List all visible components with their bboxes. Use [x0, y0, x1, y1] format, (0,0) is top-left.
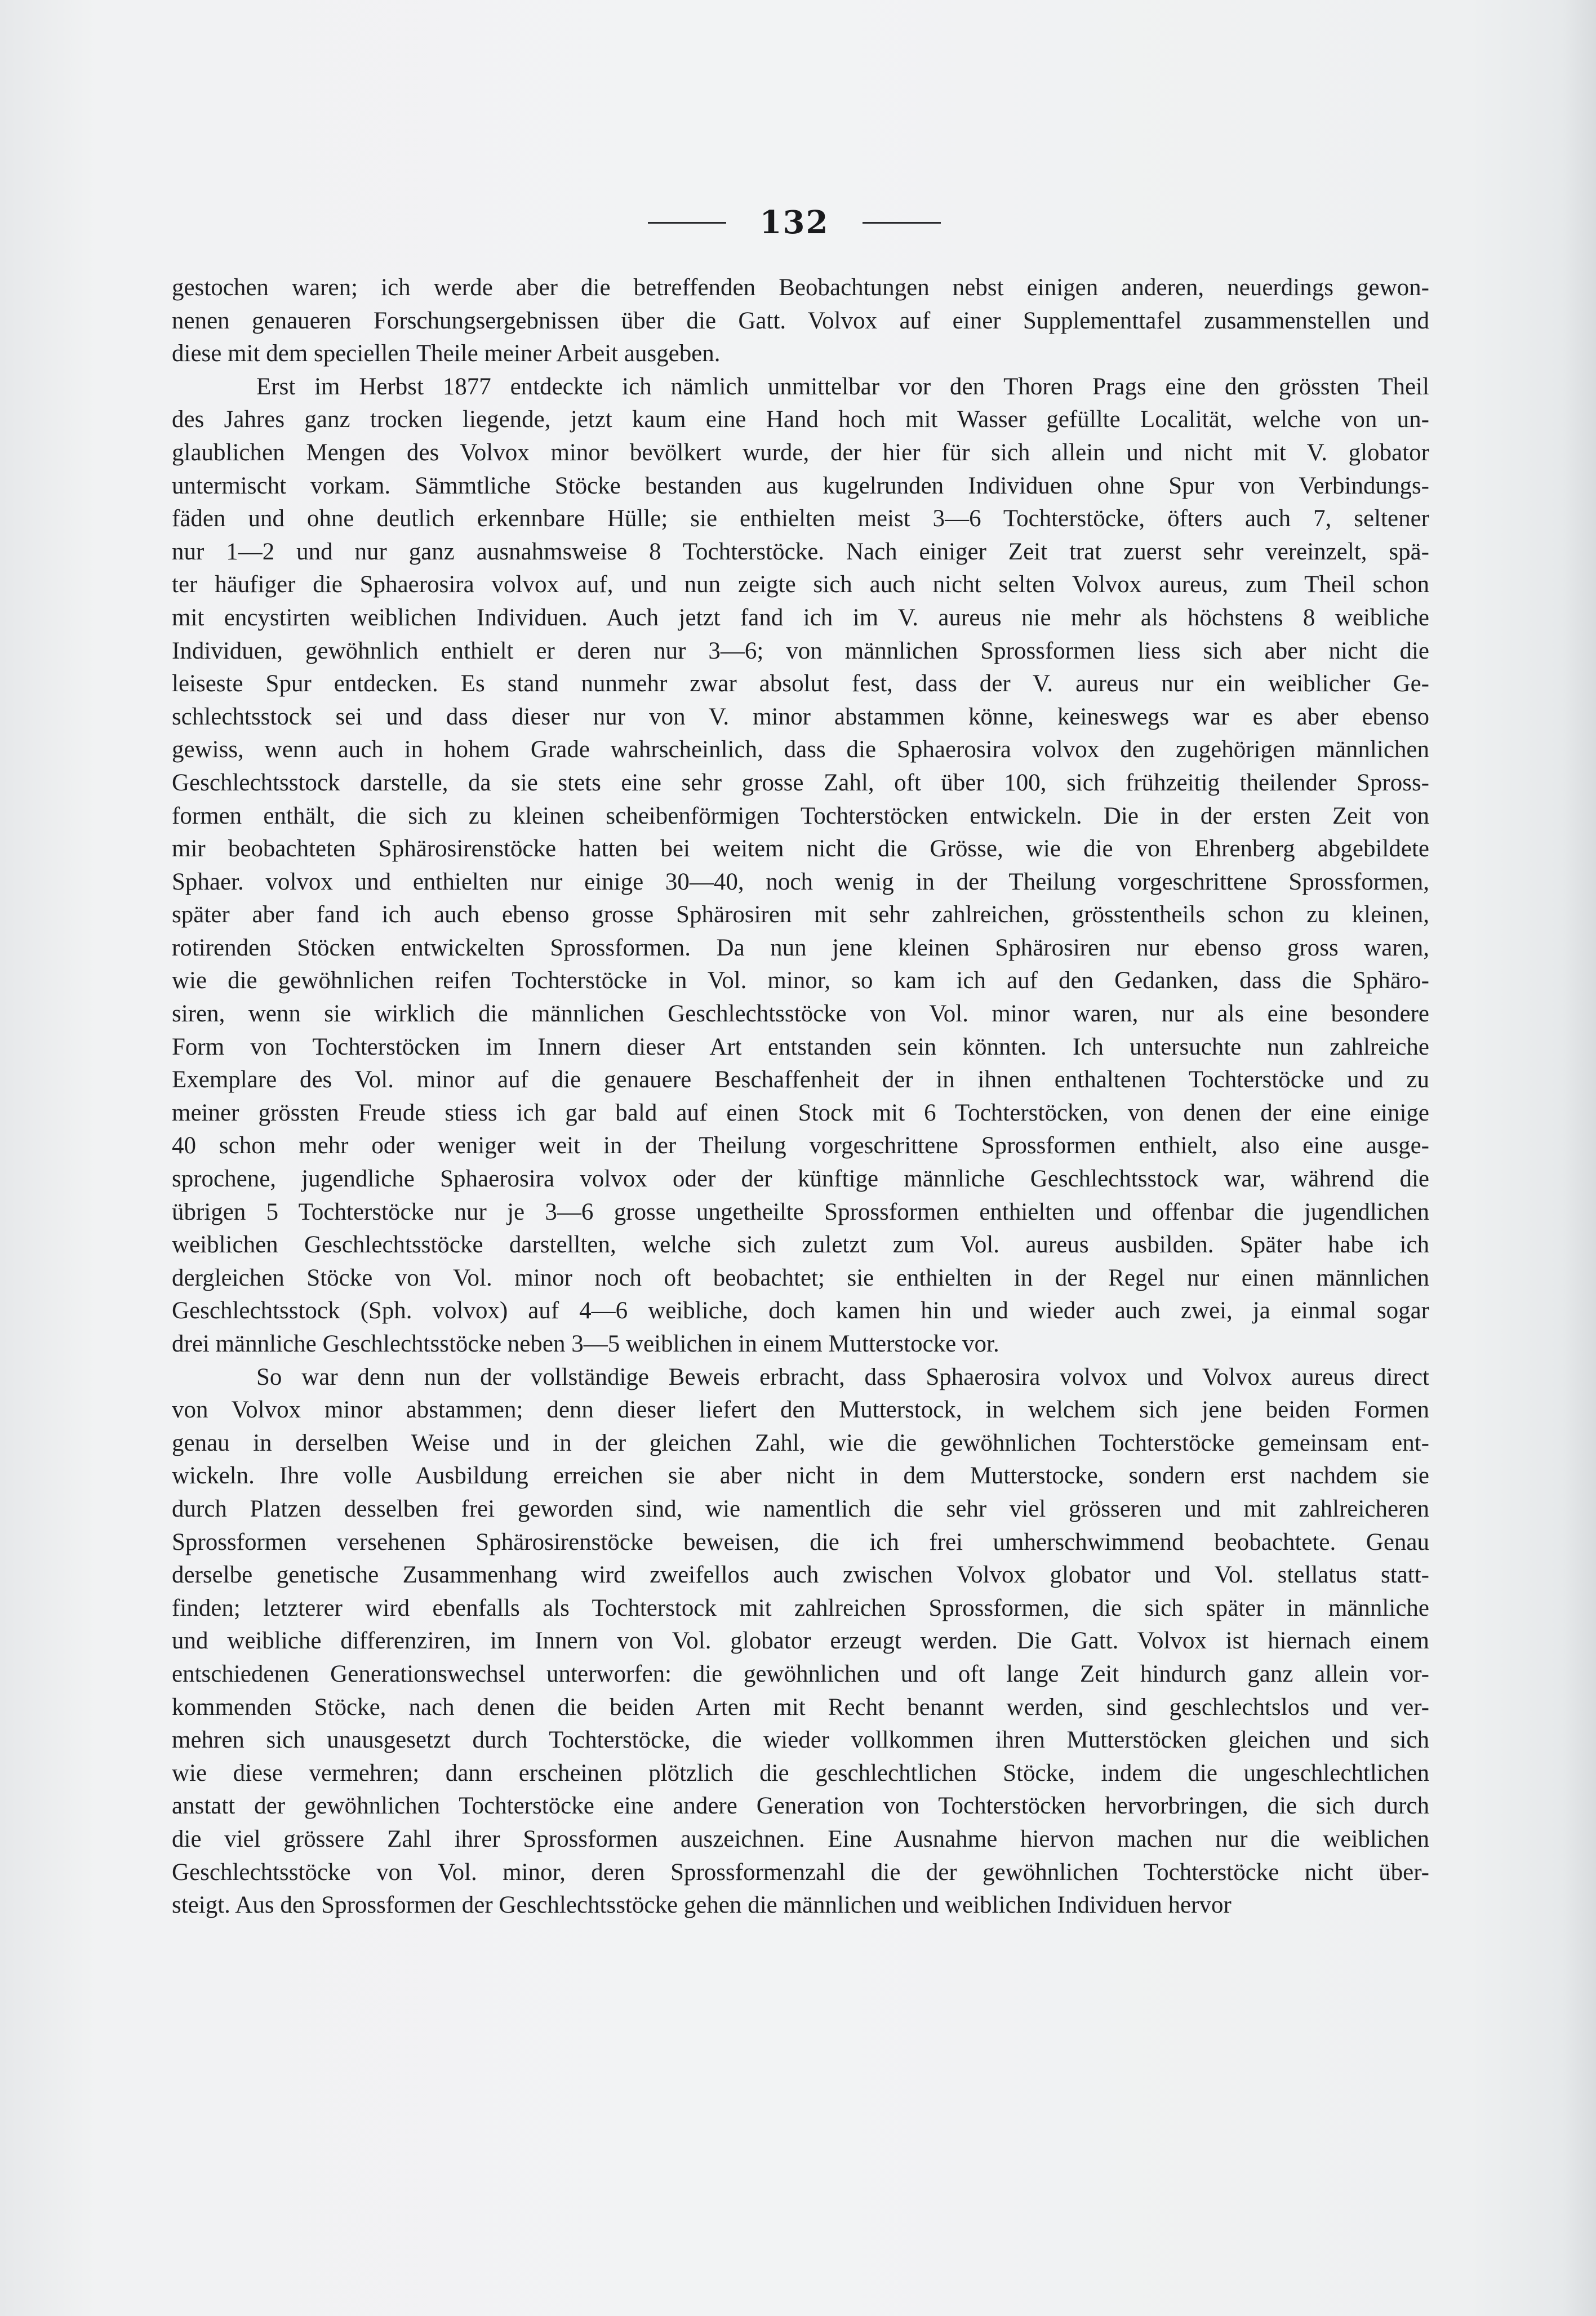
text-line: glaublichen Mengen des Volvox minor bevölkert wurde, der hier für sich allein und nicht mit V. globator: [172, 439, 1429, 466]
text-line: meiner grössten Freude stiess ich gar bald auf einen Stock mit 6 Tochterstöcken, von denen der eine einige: [172, 1099, 1429, 1126]
text-line: wie die gewöhnlichen reifen Tochterstöcke in Vol. minor, so kam ich auf den Gedanken, dass die Sphäro-: [172, 967, 1429, 994]
text-line: genau in derselben Weise und in der gleichen Zahl, wie die gewöhnlichen Tochterstöcke gemeinsam ent-: [172, 1429, 1429, 1456]
text-line: ter häufiger die Sphaerosira volvox auf, und nun zeigte sich auch nicht selten Volvox aureus, zum Theil schon: [172, 571, 1429, 598]
header-rule-right: [863, 222, 941, 224]
text-line: Geschlechtsstock darstelle, da sie stets eine sehr grosse Zahl, oft über 100, sich frühzeitig theilender Spross-: [172, 769, 1429, 796]
text-line: Erst im Herbst 1877 entdeckte ich nämlich unmittelbar vor den Thoren Prags eine den grössten Theil: [256, 373, 1429, 400]
text-line: Exemplare des Vol. minor auf die genauere Beschaffenheit der in ihnen enthaltenen Tochterstöcke und zu: [172, 1066, 1429, 1093]
text-line: des Jahres ganz trocken liegende, jetzt kaum eine Hand hoch mit Wasser gefüllte Localität, welche von un-: [172, 406, 1429, 433]
paragraph-3: [172, 1361, 1429, 1922]
text-line: rotirenden Stöcken entwickelten Sprossformen. Da nun jene kleinen Sphärosiren nur ebenso gross waren,: [172, 934, 1429, 961]
text-line: formen enthält, die sich zu kleinen scheibenförmigen Tochterstöcken entwickeln. Die in der ersten Zeit von: [172, 802, 1429, 829]
text-line: Form von Tochterstöcken im Innern dieser Art entstanden sein könnten. Ich untersuchte nun zahlreiche: [172, 1033, 1429, 1060]
text-line: dergleichen Stöcke von Vol. minor noch oft beobachtet; sie enthielten in der Regel nur einen männlichen: [172, 1264, 1429, 1291]
text-line: schlechtsstock sei und dass dieser nur von V. minor abstammen könne, keineswegs war es aber ebenso: [172, 703, 1429, 730]
text-line: übrigen 5 Tochterstöcke nur je 3—6 grosse ungetheilte Sprossformen enthielten und offenbar die jugendlichen: [172, 1198, 1429, 1225]
text-line: mit encystirten weiblichen Individuen. Auch jetzt fand ich im V. aureus nie mehr als höchstens 8 weibliche: [172, 604, 1429, 631]
text-line: weiblichen Geschlechtsstöcke darstellten, welche sich zuletzt zum Vol. aureus ausbilden. Später habe ich: [172, 1232, 1429, 1259]
page-header: [648, 203, 941, 242]
text-line: durch Platzen desselben frei geworden sind, wie namentlich die sehr viel grösseren und mit zahlreicheren: [172, 1495, 1429, 1522]
text-line: Sphaer. volvox und enthielten nur einige 30—40, noch wenig in der Theilung vorgeschrittene Sprossformen,: [172, 868, 1429, 895]
text-line: drei männliche Geschlechtsstöcke neben 3—5 weiblichen in einem Mutterstocke vor.: [172, 1331, 999, 1357]
text-line: untermischt vorkam. Sämmtliche Stöcke bestanden aus kugelrunden Individuen ohne Spur von Verbindungs-: [172, 472, 1429, 499]
paragraph-2: [172, 371, 1429, 1361]
text-line: Geschlechtsstock (Sph. volvox) auf 4—6 weibliche, doch kamen hin und wieder auch zwei, ja einmal sogar: [172, 1297, 1429, 1324]
text-line: entschiedenen Generationswechsel unterworfen: die gewöhnlichen und oft lange Zeit hindurch ganz allein vor-: [172, 1660, 1429, 1687]
text-line: mir beobachteten Sphärosirenstöcke hatten bei weitem nicht die Grösse, wie die von Ehrenberg abgebildete: [172, 835, 1429, 863]
text-line: die viel grössere Zahl ihrer Sprossformen auszeichnen. Eine Ausnahme hiervon machen nur die weiblichen: [172, 1825, 1429, 1852]
text-line: mehren sich unausgesetzt durch Tochterstöcke, die wieder vollkommen ihren Mutterstöcken gleichen und sich: [172, 1727, 1429, 1754]
text-line: von Volvox minor abstammen; denn dieser liefert den Mutterstock, in welchem sich jene beiden Formen: [172, 1397, 1429, 1424]
text-line: später aber fand ich auch ebenso grosse Sphärosiren mit sehr zahlreichen, grösstentheils schon zu kleinen,: [172, 901, 1429, 928]
page-edge-shadow: [1562, 0, 1596, 2316]
text-line: anstatt der gewöhnlichen Tochterstöcke eine andere Generation von Tochterstöcken hervorbringen, die sich durch: [172, 1793, 1429, 1820]
paragraph-1: [172, 272, 1429, 371]
text-line: So war denn nun der vollständige Beweis erbracht, dass Sphaerosira volvox und Volvox aureus direct: [256, 1363, 1429, 1390]
text-line: diese mit dem speciellen Theile meiner Arbeit ausgeben.: [172, 340, 721, 367]
text-line: wickeln. Ihre volle Ausbildung erreichen sie aber nicht in dem Mutterstocke, sondern erst nachdem sie: [172, 1462, 1429, 1490]
text-line: gestochen waren; ich werde aber die betreffenden Beobachtungen nebst einigen anderen, neuerdings gewon-: [172, 274, 1429, 301]
text-line: sprochene, jugendliche Sphaerosira volvox oder der künftige männliche Geschlechtsstock war, während die: [172, 1166, 1429, 1193]
text-line: kommenden Stöcke, nach denen die beiden Arten mit Recht benannt werden, sind geschlechtslos und ver-: [172, 1693, 1429, 1721]
text-line: fäden und ohne deutlich erkennbare Hülle; sie enthielten meist 3—6 Tochterstöcke, öfters auch 7, seltener: [172, 505, 1429, 532]
text-line: nur 1—2 und nur ganz ausnahmsweise 8 Tochterstöcke. Nach einiger Zeit trat zuerst sehr vereinzelt, spä-: [172, 538, 1429, 565]
header-rule-left: [648, 222, 726, 224]
page-number: 132: [759, 204, 829, 241]
text-line: und weibliche differenziren, im Innern von Vol. globator erzeugt werden. Die Gatt. Volvox ist hiernach einem: [172, 1628, 1429, 1655]
text-line: Individuen, gewöhnlich enthielt er deren nur 3—6; von männlichen Sprossformen liess sich aber nicht die: [172, 637, 1429, 664]
text-line: leiseste Spur entdecken. Es stand nunmehr zwar absolut fest, dass der V. aureus nur ein weiblicher Ge-: [172, 670, 1429, 697]
text-line: wie diese vermehren; dann erscheinen plötzlich die geschlechtlichen Stöcke, indem die ungeschlechtlichen: [172, 1759, 1429, 1786]
text-line: Geschlechtsstöcke von Vol. minor, deren Sprossformenzahl die der gewöhnlichen Tochterstöcke nicht über-: [172, 1859, 1429, 1886]
text-line: siren, wenn sie wirklich die männlichen Geschlechtsstöcke von Vol. minor waren, nur als eine besondere: [172, 1001, 1429, 1028]
text-line: derselbe genetische Zusammenhang wird zweifellos auch zwischen Volvox globator und Vol. stellatus statt-: [172, 1562, 1429, 1589]
text-line: 40 schon mehr oder weniger weit in der Theilung vorgeschrittene Sprossformen enthielt, also eine ausge-: [172, 1132, 1429, 1159]
body-text: [172, 272, 1429, 1922]
text-line: gewiss, wenn auch in hohem Grade wahrscheinlich, dass die Sphaerosira volvox den zugehörigen männlichen: [172, 736, 1429, 763]
text-line: nenen genaueren Forschungsergebnissen über die Gatt. Volvox auf einer Supplementtafel zusammenstellen und: [172, 307, 1429, 334]
text-line: steigt. Aus den Sprossformen der Geschlechtsstöcke gehen die männlichen und weiblichen Individuen hervor: [172, 1892, 1232, 1919]
text-line: finden; letzterer wird ebenfalls als Tochterstock mit zahlreichen Sprossformen, die sich später in männliche: [172, 1594, 1429, 1621]
text-line: Sprossformen versehenen Sphärosirenstöcke beweisen, die ich frei umherschwimmend beobachtete. Genau: [172, 1528, 1429, 1555]
